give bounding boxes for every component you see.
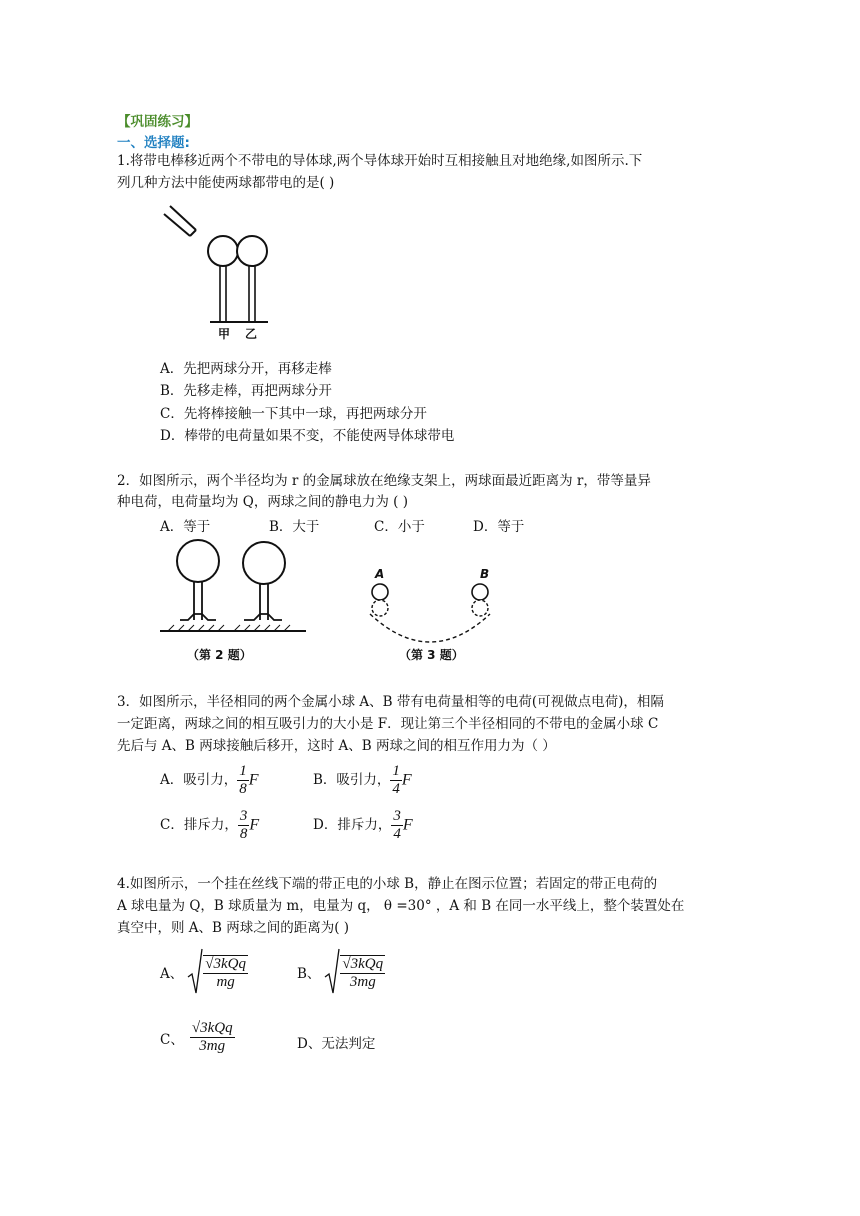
q3-option-d-label: D．排斥力， xyxy=(313,817,392,833)
q3-option-a-frac xyxy=(237,763,249,798)
q3-option-d-frac xyxy=(391,808,403,843)
frac-den: 3mg xyxy=(199,1038,226,1054)
q3-line3: 先后与 A、B 两球接触后移开，这时 A、B 两球之间的相互作用力为（ ） xyxy=(117,738,556,754)
q2-option-b: B．大于 xyxy=(269,519,320,535)
q4-option-b-frac xyxy=(340,955,385,991)
frac-num: √3kQq xyxy=(205,956,246,972)
q3-option-b-label: B．吸引力， xyxy=(313,772,391,788)
q3-option-c xyxy=(160,808,259,843)
frac-den: 8 xyxy=(239,826,248,842)
part-title: 一、选择题: xyxy=(117,135,190,151)
frac-num: 3 xyxy=(393,808,401,824)
frac-num: √3kQq xyxy=(342,956,384,972)
q2-option-a: A．等于 xyxy=(160,519,211,535)
q3-line2: 一定距离，两球之间的相互吸引力的大小是 F．现让第三个半径相同的不带电的金属小球 C xyxy=(117,716,659,732)
q2-line1: 2．如图所示，两个半径均为 r 的金属球放在绝缘支架上，两球面最近距离为 r，带等量异 xyxy=(117,473,651,489)
q4-option-c-label: C、 xyxy=(160,1031,184,1048)
q3-option-d xyxy=(313,808,413,843)
frac-num: √3kQq xyxy=(191,1020,233,1036)
q3-option-c-frac xyxy=(238,808,250,843)
frac-den: 4 xyxy=(392,781,400,797)
q3-option-a xyxy=(160,763,259,798)
force-var: F xyxy=(402,816,413,834)
q4-option-b xyxy=(297,947,385,997)
q4-option-a xyxy=(160,947,248,997)
label-yi: 乙 xyxy=(245,327,258,341)
q3-option-b xyxy=(313,763,412,798)
q1-figure xyxy=(160,198,280,346)
q3-figure xyxy=(356,566,506,646)
q3-line1: 3．如图所示，半径相同的两个金属小球 A、B 带有电荷量相等的电荷(可视做点电荷)，相隔 xyxy=(117,694,664,710)
label-b: B xyxy=(480,567,490,581)
q2-option-c: C．小于 xyxy=(374,519,425,535)
q1-option-b: B．先移走棒，再把两球分开 xyxy=(160,383,332,399)
frac-num: 1 xyxy=(239,763,247,779)
label-a: A xyxy=(375,567,385,581)
q2-option-d: D．等于 xyxy=(473,519,525,535)
q3-option-a-label: A．吸引力， xyxy=(160,772,238,788)
force-var: F xyxy=(401,771,412,789)
q4-option-b-label: B、 xyxy=(297,966,321,982)
q1-line2: 列几种方法中能使两球都带电的是( ) xyxy=(117,175,335,191)
q4-option-a-frac xyxy=(203,955,248,991)
force-var: F xyxy=(248,771,259,789)
q4-line1: 4.如图所示，一个挂在丝线下端的带正电的小球 B，静止在图示位置；若固定的带正电荷的 xyxy=(117,876,658,892)
frac-den: 8 xyxy=(239,781,247,797)
q1-option-d: D．棒带的电荷量如果不变，不能使两导体球带电 xyxy=(160,428,455,444)
q2-caption-left: （第 2 题） xyxy=(187,648,252,662)
frac-den: 3mg xyxy=(349,974,376,990)
q2-line2: 种电荷，电荷量均为 Q，两球之间的静电力为 ( ) xyxy=(117,494,408,510)
q1-option-a: A．先把两球分开，再移走棒 xyxy=(160,361,332,377)
q4-line2: A 球电量为 Q，B 球质量为 m，电量为 q， θ =30° ，A 和 B 在同一水平线上，整个装置处在 xyxy=(117,898,685,914)
q3-option-b-frac xyxy=(390,763,402,798)
q2-caption-right: （第 3 题） xyxy=(399,648,464,662)
frac-num: 1 xyxy=(392,763,400,779)
q4-line3: 真空中，则 A、B 两球之间的距离为( ) xyxy=(117,920,350,936)
force-var: F xyxy=(249,816,260,834)
radical-sign xyxy=(187,947,203,997)
q4-option-c xyxy=(160,1020,235,1055)
q4-option-a-label: A、 xyxy=(160,966,184,982)
q1-line1: 1.将带电棒移近两个不带电的导体球,两个导体球开始时互相接触且对地绝缘,如图所示.下 xyxy=(117,153,643,169)
q2-figure xyxy=(158,536,308,640)
q4-option-c-frac xyxy=(190,1020,235,1055)
q1-option-c: C．先将棒接触一下其中一球，再把两球分开 xyxy=(160,406,427,422)
frac-den: 4 xyxy=(393,826,401,842)
label-jia: 甲 xyxy=(218,327,231,341)
q3-option-c-label: C．排斥力， xyxy=(160,817,238,833)
radical-sign xyxy=(324,947,340,997)
frac-num: 3 xyxy=(239,808,248,824)
section-title: 【巩固练习】 xyxy=(117,114,198,130)
q4-option-d: D、无法判定 xyxy=(297,1036,376,1052)
frac-den: mg xyxy=(216,974,235,990)
